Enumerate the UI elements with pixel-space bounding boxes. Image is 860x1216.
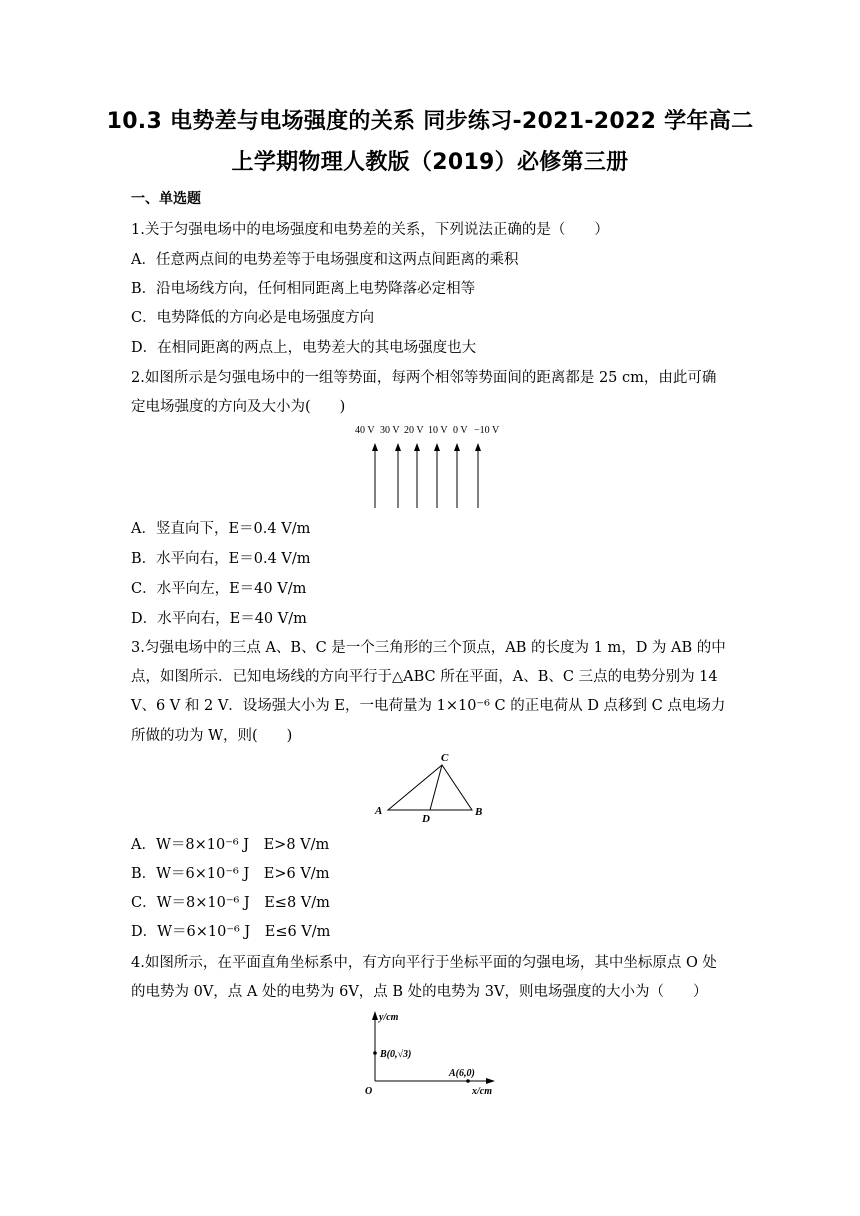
- question-stem-line: 的电势为 0V，点 A 处的电势为 6V，点 B 处的电势为 3V，则电场强度的大小为（ ）: [131, 984, 708, 1000]
- vertex-label-c: C: [441, 752, 449, 764]
- triangle-abc: [388, 765, 472, 810]
- option-d: D．W＝6×10⁻⁶ J E≤6 V/m: [131, 924, 331, 940]
- point-a-dot: [466, 1079, 470, 1083]
- arrow-up-icon: [395, 443, 401, 451]
- vertex-label-a: A: [375, 805, 383, 817]
- question-stem-line: 所做的功为 W，则( ): [131, 728, 293, 744]
- question-stem-line: 4.如图所示，在平面直角坐标系中，有方向平行于坐标平面的匀强电场，其中坐标原点 O 处: [131, 955, 717, 971]
- arrow-up-icon: [434, 443, 440, 451]
- point-b-dot: [373, 1051, 377, 1055]
- potential-label-40: 40 V: [355, 425, 375, 436]
- arrow-up-icon: [454, 443, 460, 451]
- potential-label-20: 20 V: [404, 425, 424, 436]
- option-b: B．水平向右，E＝0.4 V/m: [131, 551, 311, 567]
- option-c: C．W＝8×10⁻⁶ J E≤8 V/m: [131, 895, 330, 911]
- potential-label-10: 10 V: [428, 425, 448, 436]
- y-axis-label: y/cm: [379, 1012, 399, 1023]
- triangle-figure: [368, 748, 493, 824]
- option-d: D．在相同距离的两点上，电势差大的其电场强度也大: [131, 340, 477, 356]
- segment-cd: [430, 765, 442, 810]
- question-stem-line: 1.关于匀强电场中的电场强度和电势差的关系，下列说法正确的是（ ）: [131, 222, 609, 238]
- arrow-up-icon: [414, 443, 420, 451]
- point-b-label: B(0,√3): [380, 1049, 412, 1060]
- potential-label-minus-10: −10 V: [474, 425, 500, 436]
- option-d: D．水平向右，E＝40 V/m: [131, 611, 307, 627]
- potential-label-0: 0 V: [453, 425, 468, 436]
- option-c: C．电势降低的方向必是电场强度方向: [131, 310, 375, 326]
- option-b: B．沿电场线方向，任何相同距离上电势降落必定相等: [131, 281, 476, 297]
- question-stem-line: 3.匀强电场中的三点 A、B、C 是一个三角形的三个顶点，AB 的长度为 1 m，D 为 AB 的中: [131, 640, 726, 656]
- question-stem-line: 2.如图所示是匀强电场中的一组等势面，每两个相邻等势面间的距离都是 25 cm，由此可确: [131, 370, 717, 386]
- point-label-d: D: [422, 813, 430, 824]
- equipotential-figure: [350, 418, 510, 513]
- option-b: B．W＝6×10⁻⁶ J E>6 V/m: [131, 866, 330, 882]
- arrow-right-icon: [486, 1078, 495, 1084]
- option-c: C．水平向左，E＝40 V/m: [131, 581, 307, 597]
- option-a: A．任意两点间的电势差等于电场强度和这两点间距离的乘积: [131, 252, 519, 268]
- x-axis-label: x/cm: [472, 1086, 492, 1097]
- arrow-up-icon: [372, 443, 378, 451]
- question-stem-line: 定电场强度的方向及大小为( ): [131, 399, 346, 415]
- option-a: A．竖直向下，E＝0.4 V/m: [131, 521, 311, 537]
- section-heading: 一、单选题: [131, 191, 201, 207]
- question-stem-line: 点，如图所示．已知电场线的方向平行于△ABC 所在平面，A、B、C 三点的电势分别为 14: [131, 669, 718, 685]
- question-stem-line: V、6 V 和 2 V．设场强大小为 E，一电荷量为 1×10⁻⁶ C 的正电荷从 D 点移到 C 点电场力: [131, 698, 726, 714]
- origin-label: O: [365, 1086, 373, 1097]
- document-title-line-1: 10.3 电势差与电场强度的关系 同步练习-2021-2022 学年高二: [106, 109, 754, 134]
- vertex-label-b: B: [475, 806, 483, 818]
- arrow-up-icon: [372, 1011, 378, 1020]
- option-a: A．W＝8×10⁻⁶ J E>8 V/m: [131, 837, 330, 853]
- potential-label-30: 30 V: [380, 425, 400, 436]
- arrow-up-icon: [475, 443, 481, 451]
- coordinate-figure: [355, 1003, 505, 1098]
- document-title-line-2: 上学期物理人教版（2019）必修第三册: [231, 150, 629, 175]
- point-a-label: A(6,0): [449, 1068, 475, 1079]
